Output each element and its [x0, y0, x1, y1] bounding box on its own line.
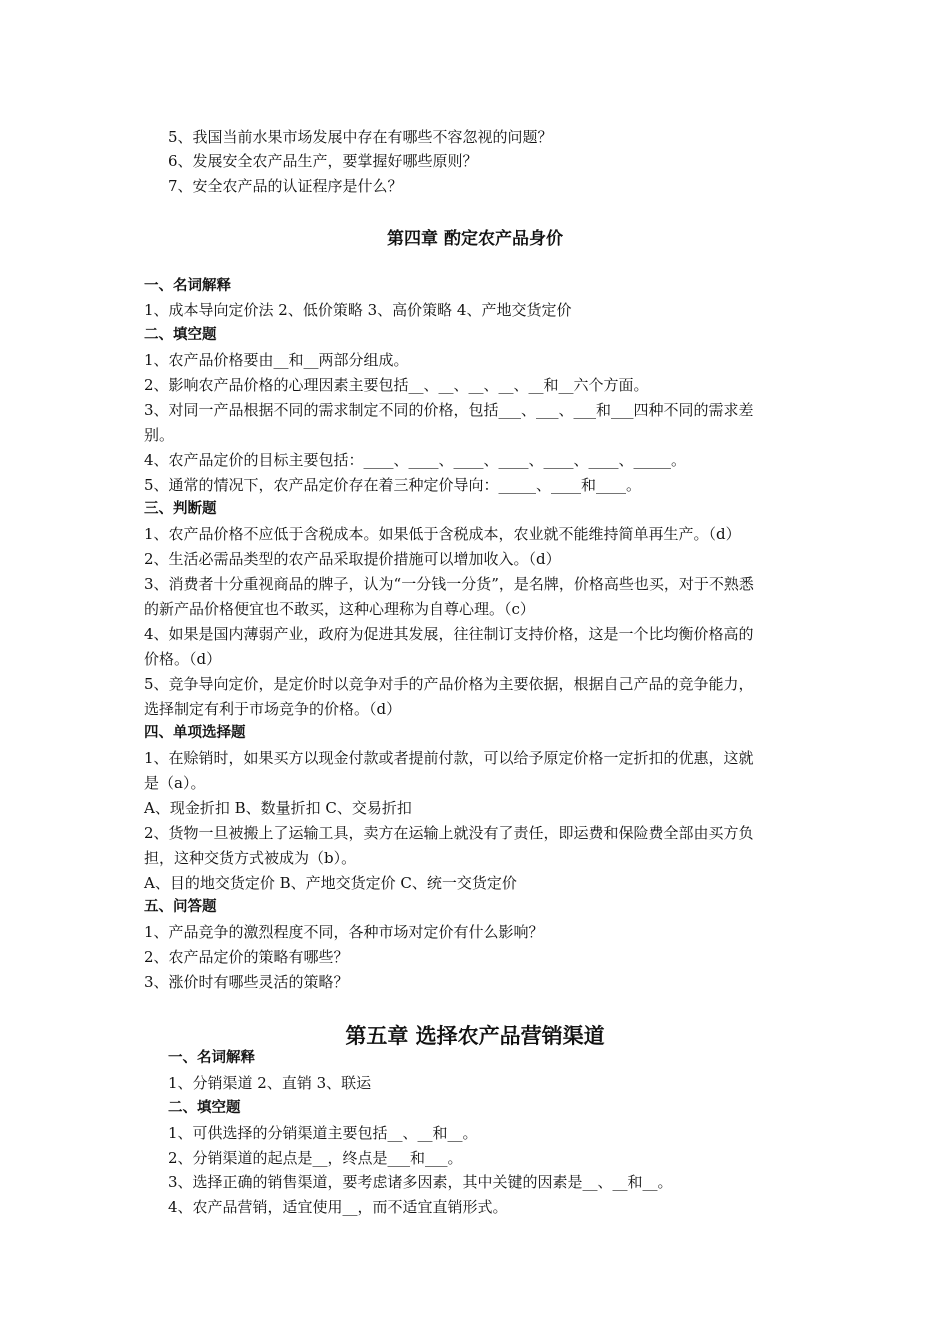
ch4-judge-item: 的新产品价格便宜也不敢买，这种心理称为自尊心理。（c）	[144, 600, 535, 618]
ch4-section-fill-heading: 二、填空题	[144, 327, 217, 343]
ch4-fill-item: 1、农产品价格要由__和__两部分组成。	[144, 351, 409, 369]
ch4-qa-item: 3、涨价时有哪些灵活的策略？	[144, 973, 349, 991]
ch4-fill-item: 4、农产品定价的目标主要包括：____、____、____、____、____、____、_____。	[144, 451, 687, 469]
ch4-judge-item: 2、生活必需品类型的农产品采取提价措施可以增加收入。（d）	[144, 550, 561, 568]
question-7: 7、安全农产品的认证程序是什么？	[168, 177, 403, 195]
ch4-qa-item: 2、农产品定价的策略有哪些？	[144, 948, 349, 966]
ch4-choice-options: A、现金折扣 B、数量折扣 C、交易折扣	[144, 799, 412, 817]
ch5-fill-item: 2、分销渠道的起点是__，终点是___和___。	[168, 1149, 463, 1167]
ch5-terms-list: 1、分销渠道 2、直销 3、联运	[168, 1074, 372, 1092]
ch4-judge-item: 价格。（d）	[144, 650, 222, 668]
ch5-section-fill-heading: 二、填空题	[168, 1100, 241, 1116]
ch4-choice-item: 担，这种交货方式被成为（b）。	[144, 849, 357, 867]
ch4-judge-item: 选择制定有利于市场竞争的价格。（d）	[144, 700, 402, 718]
ch4-fill-item: 别。	[144, 426, 175, 444]
ch5-section-terms-heading: 一、名词解释	[168, 1050, 255, 1066]
ch4-judge-item: 3、消费者十分重视商品的牌子，认为“一分钱一分货”，是名牌，价格高些也买，对于不熟悉	[144, 575, 754, 593]
ch4-judge-item: 5、竞争导向定价，是定价时以竞争对手的产品价格为主要依据，根据自己产品的竞争能力，	[144, 675, 754, 693]
ch4-choice-options: A、目的地交货定价 B、产地交货定价 C、统一交货定价	[144, 874, 517, 892]
ch5-fill-item: 3、选择正确的销售渠道，要考虑诸多因素，其中关键的因素是__、__和__。	[168, 1173, 673, 1191]
ch4-qa-item: 1、产品竞争的激烈程度不同，各种市场对定价有什么影响？	[144, 923, 544, 941]
ch4-section-qa-heading: 五、问答题	[144, 899, 217, 915]
ch4-choice-item: 1、在赊销时，如果买方以现金付款或者提前付款，可以给予原定价格一定折扣的优惠，这就	[144, 749, 754, 767]
ch4-terms-list: 1、成本导向定价法 2、低价策略 3、高价策略 4、产地交货定价	[144, 301, 572, 319]
ch4-fill-item: 5、通常的情况下，农产品定价存在着三种定价导向：_____、____和____。	[144, 476, 642, 494]
ch4-section-terms-heading: 一、名词解释	[144, 278, 231, 294]
ch4-section-choice-heading: 四、单项选择题	[144, 725, 246, 741]
question-5: 5、我国当前水果市场发展中存在有哪些不容忽视的问题？	[168, 128, 553, 146]
chapter5-title: 第五章 选择农产品营销渠道	[345, 1023, 605, 1048]
ch4-section-judge-heading: 三、判断题	[144, 501, 217, 517]
ch4-choice-item: 2、货物一旦被搬上了运输工具，卖方在运输上就没有了责任，即运费和保险费全部由买方负	[144, 824, 754, 842]
ch4-choice-item: 是（a）。	[144, 774, 206, 792]
ch5-fill-item: 4、农产品营销，适宜使用__，而不适宜直销形式。	[168, 1198, 508, 1216]
ch4-judge-item: 4、如果是国内薄弱产业，政府为促进其发展，往往制订支持价格，这是一个比均衡价格高的	[144, 625, 754, 643]
chapter4-title: 第四章 酌定农产品身价	[387, 229, 563, 249]
ch4-fill-item: 3、对同一产品根据不同的需求制定不同的价格，包括___、___、___和___四种不同的需求差	[144, 401, 754, 419]
ch4-judge-item: 1、农产品价格不应低于含税成本。如果低于含税成本，农业就不能维持简单再生产。（d）	[144, 525, 741, 543]
question-6: 6、发展安全农产品生产，要掌握好哪些原则？	[168, 152, 478, 170]
ch4-fill-item: 2、影响农产品价格的心理因素主要包括__、__、__、__、__和__六个方面。	[144, 376, 649, 394]
ch5-fill-item: 1、可供选择的分销渠道主要包括__、__和__。	[168, 1124, 478, 1142]
